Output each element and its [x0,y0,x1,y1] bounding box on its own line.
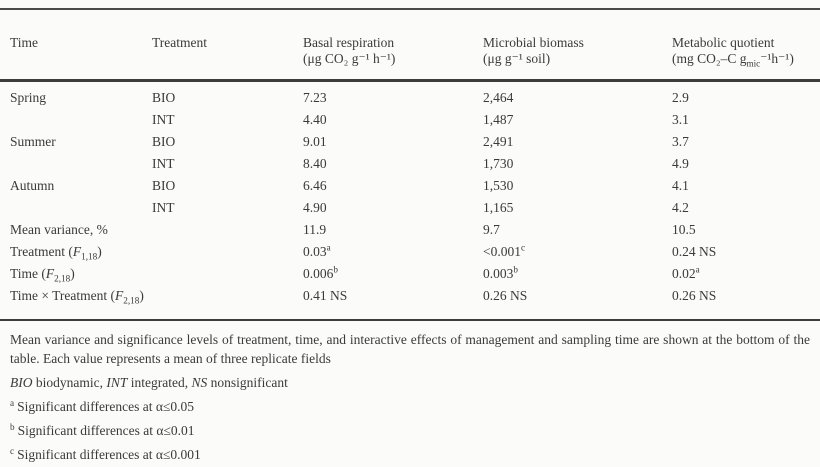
cell-quotient: 2.9 [672,90,689,105]
table-row [10,241,810,263]
cell-quotient: 0.24 NS [672,244,717,259]
cell-basal: 0.006$^b$ [303,264,338,281]
cell-quotient: 0.02$^a$ [672,264,700,281]
cell-treatment: INT [152,112,175,127]
cell-time: Time × Treatment $(F_{2,18})$ [10,288,144,306]
cell-basal: 0.41 NS [303,288,348,303]
cell-biomass: <0.001$^c$ [483,242,526,259]
cell-treatment: BIO [152,90,176,105]
table-row [10,197,810,219]
cell-treatment: INT [152,200,175,215]
cell-treatment: BIO [152,134,176,149]
cell-biomass: 1,165 [483,200,514,215]
table-row [10,175,810,197]
column-title: Basal respiration [303,35,395,50]
cell-biomass: 1,730 [483,156,514,171]
cell-biomass: 2,464 [483,90,514,105]
cell-biomass: 9.7 [483,222,500,237]
cell-quotient: 4.2 [672,200,689,215]
cell-basal: 0.03$^a$ [303,242,331,259]
table-row [10,131,810,153]
column-unit: (mg CO₂–C $g_{mic}^{-1}h^{-1}$) [672,51,794,69]
cell-basal: 8.40 [303,156,327,171]
cell-basal: 6.46 [303,178,327,193]
table-row [10,109,810,131]
cell-time: Mean variance, % [10,222,108,237]
cell-biomass: 2,491 [483,134,514,149]
cell-basal: 4.90 [303,200,327,215]
table-footnotes [0,321,820,464]
cell-biomass: 1,530 [483,178,514,193]
column-header-basal-respiration [303,35,483,67]
cell-treatment: INT [152,156,175,171]
column-header-treatment: Treatment [152,35,207,50]
column-unit: (μg g⁻¹ soil) [483,51,551,66]
cell-quotient: 10.5 [672,222,696,237]
footnote-abbreviations: BIO biodynamic, INT integrated, NS nonsignificant [10,375,288,390]
cell-treatment: BIO [152,178,176,193]
cell-quotient: 0.26 NS [672,288,717,303]
cell-biomass: 1,487 [483,112,514,127]
table-row [10,153,810,175]
cell-quotient: 4.1 [672,178,689,193]
table-body [0,82,820,319]
cell-biomass: 0.26 NS [483,288,528,303]
column-unit: (μg CO₂ g⁻¹ h⁻¹) [303,51,396,66]
cell-basal: 7.23 [303,90,327,105]
cell-quotient: 4.9 [672,156,689,171]
footnote-c: $^c$ Significant differences at α≤0.001 [10,445,201,462]
column-header-time: Time [10,35,39,50]
cell-time: Treatment $(F_{1,18})$ [10,244,102,262]
table-row [10,263,810,285]
cell-basal: 11.9 [303,222,327,237]
cell-time: Autumn [10,178,55,193]
footnote-a: $^a$ Significant differences at α≤0.05 [10,397,195,414]
cell-biomass: 0.003$^b$ [483,264,518,281]
column-header-microbial-biomass [483,35,672,67]
table-row [10,87,810,109]
table-row [10,285,810,307]
table-row [10,219,810,241]
footnote-description: Mean variance and significance levels of treatment, time, and interactive effects of management and sampling time are shown at the bottom of the table. Each value represents a mean of three replicate fields [10,332,810,366]
cell-basal: 4.40 [303,112,327,127]
cell-basal: 9.01 [303,134,327,149]
cell-time: Spring [10,90,47,105]
table-header [0,10,820,79]
cell-quotient: 3.1 [672,112,689,127]
cell-quotient: 3.7 [672,134,689,149]
column-header-metabolic-quotient [672,35,810,67]
column-title: Microbial biomass [483,35,584,50]
cell-time: Time $(F_{2,18})$ [10,266,75,284]
column-title: Metabolic quotient [672,35,775,50]
cell-time: Summer [10,134,56,149]
footnote-b: $^b$ Significant differences at α≤0.01 [10,421,195,438]
